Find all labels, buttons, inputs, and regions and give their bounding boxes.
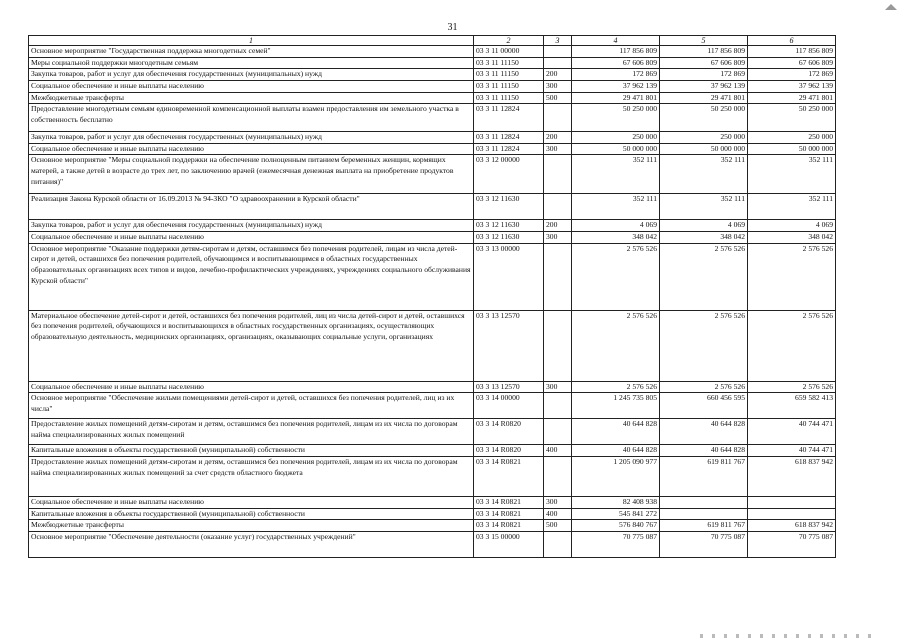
row-amount-year2: 2 576 526 [660, 381, 748, 393]
row-amount-year1: 50 000 000 [572, 143, 660, 155]
row-amount-year1: 352 111 [572, 155, 660, 194]
row-expense-type: 300 [544, 496, 572, 508]
row-amount-year3: 117 856 809 [748, 46, 836, 58]
table-row [29, 104, 836, 132]
row-amount-year1: 1 205 090 977 [572, 456, 660, 496]
row-target-code: 03 3 14 R0821 [474, 520, 544, 532]
table-row [29, 243, 836, 310]
row-amount-year2: 50 000 000 [660, 143, 748, 155]
page-number: 31 [447, 22, 458, 33]
row-description: Социальное обеспечение и иные выплаты населению [29, 496, 474, 508]
table-row [29, 381, 836, 393]
row-expense-type: 200 [544, 132, 572, 144]
row-expense-type [544, 46, 572, 58]
row-amount-year2: 352 111 [660, 194, 748, 220]
row-amount-year3: 40 744 471 [748, 419, 836, 445]
row-amount-year2: 619 811 767 [660, 520, 748, 532]
row-description: Закупка товаров, работ и услуг для обеспечения государственных (муниципальных) нужд [29, 132, 474, 144]
row-expense-type [544, 456, 572, 496]
row-target-code: 03 3 14 R0820 [474, 445, 544, 457]
row-expense-type: 300 [544, 381, 572, 393]
row-expense-type [544, 104, 572, 132]
row-amount-year3: 352 111 [748, 155, 836, 194]
table-row [29, 508, 836, 520]
row-amount-year3: 50 000 000 [748, 143, 836, 155]
table-row [29, 155, 836, 194]
row-expense-type: 300 [544, 143, 572, 155]
row-description: Основное мероприятие "Меры социальной поддержки на обеспечение полноценным питанием беременных женщин, кормящих матерей, а также детей в возрасте до трех лет, по заключению врачей (ежемесячная денежная выплата на приобретение продуктов питания)" [29, 155, 474, 194]
row-amount-year1: 50 250 000 [572, 104, 660, 132]
row-amount-year1: 70 775 087 [572, 531, 660, 557]
column-number-row [29, 36, 836, 46]
row-amount-year2: 660 456 595 [660, 393, 748, 419]
table-row [29, 496, 836, 508]
row-amount-year2: 348 042 [660, 232, 748, 244]
row-amount-year3: 2 576 526 [748, 310, 836, 381]
row-amount-year1: 545 841 272 [572, 508, 660, 520]
row-amount-year2: 172 869 [660, 69, 748, 81]
row-expense-type [544, 419, 572, 445]
column-header-4: 4 [572, 36, 660, 46]
row-target-code: 03 3 14 R0820 [474, 419, 544, 445]
row-target-code: 03 3 14 00000 [474, 393, 544, 419]
row-target-code: 03 3 11 12824 [474, 132, 544, 144]
column-header-5: 5 [660, 36, 748, 46]
row-amount-year3: 250 000 [748, 132, 836, 144]
row-target-code: 03 3 11 11150 [474, 80, 544, 92]
row-amount-year3: 352 111 [748, 194, 836, 220]
row-amount-year3: 618 837 942 [748, 520, 836, 532]
row-amount-year1: 67 606 809 [572, 57, 660, 69]
row-amount-year3: 67 606 809 [748, 57, 836, 69]
row-expense-type [544, 393, 572, 419]
table-row [29, 531, 836, 557]
table-row [29, 445, 836, 457]
row-amount-year1: 40 644 828 [572, 419, 660, 445]
row-amount-year1: 250 000 [572, 132, 660, 144]
row-target-code: 03 3 14 R0821 [474, 496, 544, 508]
row-description: Закупка товаров, работ и услуг для обеспечения государственных (муниципальных) нужд [29, 220, 474, 232]
row-description: Основное мероприятие "Обеспечение деятельности (оказание услуг) государственных учреждений" [29, 531, 474, 557]
row-amount-year2: 40 644 828 [660, 445, 748, 457]
row-amount-year3 [748, 496, 836, 508]
row-amount-year2: 67 606 809 [660, 57, 748, 69]
row-amount-year1: 40 644 828 [572, 445, 660, 457]
row-amount-year2: 4 069 [660, 220, 748, 232]
row-amount-year2: 250 000 [660, 132, 748, 144]
row-target-code: 03 3 11 00000 [474, 46, 544, 58]
row-amount-year1: 82 408 938 [572, 496, 660, 508]
row-amount-year2 [660, 508, 748, 520]
row-amount-year1: 29 471 801 [572, 92, 660, 104]
table-row [29, 57, 836, 69]
budget-table-body [29, 36, 836, 558]
budget-table [28, 35, 836, 558]
row-amount-year2: 117 856 809 [660, 46, 748, 58]
column-header-2: 2 [474, 36, 544, 46]
row-amount-year2: 2 576 526 [660, 243, 748, 310]
row-amount-year3: 2 576 526 [748, 381, 836, 393]
row-amount-year2: 37 962 139 [660, 80, 748, 92]
table-row [29, 393, 836, 419]
row-amount-year3: 2 576 526 [748, 243, 836, 310]
row-expense-type [544, 243, 572, 310]
row-description: Материальное обеспечение детей-сирот и детей, оставшихся без попечения родителей, лиц из числа детей-сирот и детей, оставшихся без попечения родителей, обучающихся и воспитывающихся в областных государственных организациях, осуществляющих образовательную деятельность, медицинских организациях, организациях, оказывающих социальные услуги, организациях [29, 310, 474, 381]
row-target-code: 03 3 12 00000 [474, 155, 544, 194]
row-expense-type: 400 [544, 445, 572, 457]
row-amount-year1: 2 576 526 [572, 243, 660, 310]
table-row [29, 69, 836, 81]
page-corner-mark [885, 4, 897, 10]
row-amount-year2: 70 775 087 [660, 531, 748, 557]
row-description: Основное мероприятие "Обеспечение жильми помещениями детей-сирот и детей, оставшихся без попечения родителей, лиц из их числа" [29, 393, 474, 419]
row-target-code: 03 3 15 00000 [474, 531, 544, 557]
column-header-6: 6 [748, 36, 836, 46]
table-row [29, 310, 836, 381]
row-expense-type [544, 57, 572, 69]
row-description: Предоставление жилых помещений детям-сиротам и детям, оставшимся без попечения родителей, лицам из их числа по договорам найма специализированных жилых помещений за счет средств областного бюджета [29, 456, 474, 496]
row-amount-year3: 40 744 471 [748, 445, 836, 457]
table-row [29, 46, 836, 58]
table-row [29, 520, 836, 532]
row-expense-type: 300 [544, 232, 572, 244]
row-amount-year3: 50 250 000 [748, 104, 836, 132]
row-amount-year1: 4 069 [572, 220, 660, 232]
row-amount-year2: 619 811 767 [660, 456, 748, 496]
row-amount-year1: 348 042 [572, 232, 660, 244]
column-header-3: 3 [544, 36, 572, 46]
row-description: Межбюджетные трансферты [29, 92, 474, 104]
table-row [29, 92, 836, 104]
row-amount-year1: 172 869 [572, 69, 660, 81]
row-expense-type [544, 155, 572, 194]
row-amount-year3: 172 869 [748, 69, 836, 81]
row-target-code: 03 3 13 12570 [474, 310, 544, 381]
row-amount-year1: 37 962 139 [572, 80, 660, 92]
row-description: Капитальные вложения в объекты государственной (муниципальной) собственности [29, 508, 474, 520]
row-target-code: 03 3 12 11630 [474, 194, 544, 220]
row-amount-year1: 2 576 526 [572, 381, 660, 393]
row-amount-year1: 576 840 767 [572, 520, 660, 532]
row-target-code: 03 3 12 11630 [474, 232, 544, 244]
row-amount-year3 [748, 508, 836, 520]
row-target-code: 03 3 11 11150 [474, 69, 544, 81]
row-expense-type: 400 [544, 508, 572, 520]
table-row [29, 419, 836, 445]
column-header-1: 1 [29, 36, 474, 46]
row-description: Основное мероприятие "Государственная поддержка многодетных семей" [29, 46, 474, 58]
row-amount-year2: 29 471 801 [660, 92, 748, 104]
row-target-code: 03 3 11 12824 [474, 104, 544, 132]
row-description: Предоставление жилых помещений детям-сиротам и детям, оставшимся без попечения родителей, лицам из их числа по договорам найма специализированных жилых помещений [29, 419, 474, 445]
scan-artifact [700, 634, 880, 638]
row-amount-year3: 37 962 139 [748, 80, 836, 92]
row-description: Социальное обеспечение и иные выплаты населению [29, 381, 474, 393]
row-description: Социальное обеспечение и иные выплаты населению [29, 232, 474, 244]
row-amount-year3: 618 837 942 [748, 456, 836, 496]
row-amount-year2: 40 644 828 [660, 419, 748, 445]
table-row [29, 220, 836, 232]
row-amount-year3: 659 582 413 [748, 393, 836, 419]
row-expense-type: 500 [544, 92, 572, 104]
row-expense-type [544, 194, 572, 220]
table-row [29, 132, 836, 144]
row-target-code: 03 3 14 R0821 [474, 508, 544, 520]
row-description: Основное мероприятие "Оказание поддержки детям-сиротам и детям, оставшимся без попечения родителей, лицам из числа детей-сирот и детей, оставшихся без попечения родителей, обучающимся и воспитывающимся в областных государственных образовательных организациях всех типов и видов, лечебно-профилактических учреждениях, учреждениях социального обслуживания Курской области" [29, 243, 474, 310]
row-expense-type [544, 310, 572, 381]
row-expense-type: 300 [544, 80, 572, 92]
table-row [29, 80, 836, 92]
row-target-code: 03 3 11 12824 [474, 143, 544, 155]
row-amount-year2 [660, 496, 748, 508]
row-description: Межбюджетные трансферты [29, 520, 474, 532]
row-amount-year1: 352 111 [572, 194, 660, 220]
row-amount-year2: 2 576 526 [660, 310, 748, 381]
row-target-code: 03 3 13 12570 [474, 381, 544, 393]
row-description: Социальное обеспечение и иные выплаты населению [29, 80, 474, 92]
row-amount-year1: 117 856 809 [572, 46, 660, 58]
row-amount-year3: 4 069 [748, 220, 836, 232]
row-expense-type: 200 [544, 220, 572, 232]
row-amount-year1: 2 576 526 [572, 310, 660, 381]
row-target-code: 03 3 11 11150 [474, 92, 544, 104]
row-expense-type [544, 531, 572, 557]
row-expense-type: 200 [544, 69, 572, 81]
table-row [29, 232, 836, 244]
row-amount-year3: 348 042 [748, 232, 836, 244]
row-description: Капитальные вложения в объекты государственной (муниципальной) собственности [29, 445, 474, 457]
row-amount-year2: 50 250 000 [660, 104, 748, 132]
row-target-code: 03 3 11 11150 [474, 57, 544, 69]
row-description: Закупка товаров, работ и услуг для обеспечения государственных (муниципальных) нужд [29, 69, 474, 81]
row-target-code: 03 3 13 00000 [474, 243, 544, 310]
row-amount-year3: 29 471 801 [748, 92, 836, 104]
row-target-code: 03 3 12 11630 [474, 220, 544, 232]
row-description: Меры социальной поддержки многодетным семьям [29, 57, 474, 69]
table-row [29, 456, 836, 496]
row-description: Реализация Закона Курской области от 16.09.2013 № 94-ЗКО "О здравоохранении в Курской области" [29, 194, 474, 220]
row-description: Социальное обеспечение и иные выплаты населению [29, 143, 474, 155]
row-target-code: 03 3 14 R0821 [474, 456, 544, 496]
table-row [29, 194, 836, 220]
row-amount-year1: 1 245 735 805 [572, 393, 660, 419]
row-amount-year2: 352 111 [660, 155, 748, 194]
table-row [29, 143, 836, 155]
row-expense-type: 500 [544, 520, 572, 532]
row-amount-year3: 70 775 087 [748, 531, 836, 557]
row-description: Предоставление многодетным семьям единовременной компенсационной выплаты взамен предоставления им земельного участка в собственность бесплатно [29, 104, 474, 132]
